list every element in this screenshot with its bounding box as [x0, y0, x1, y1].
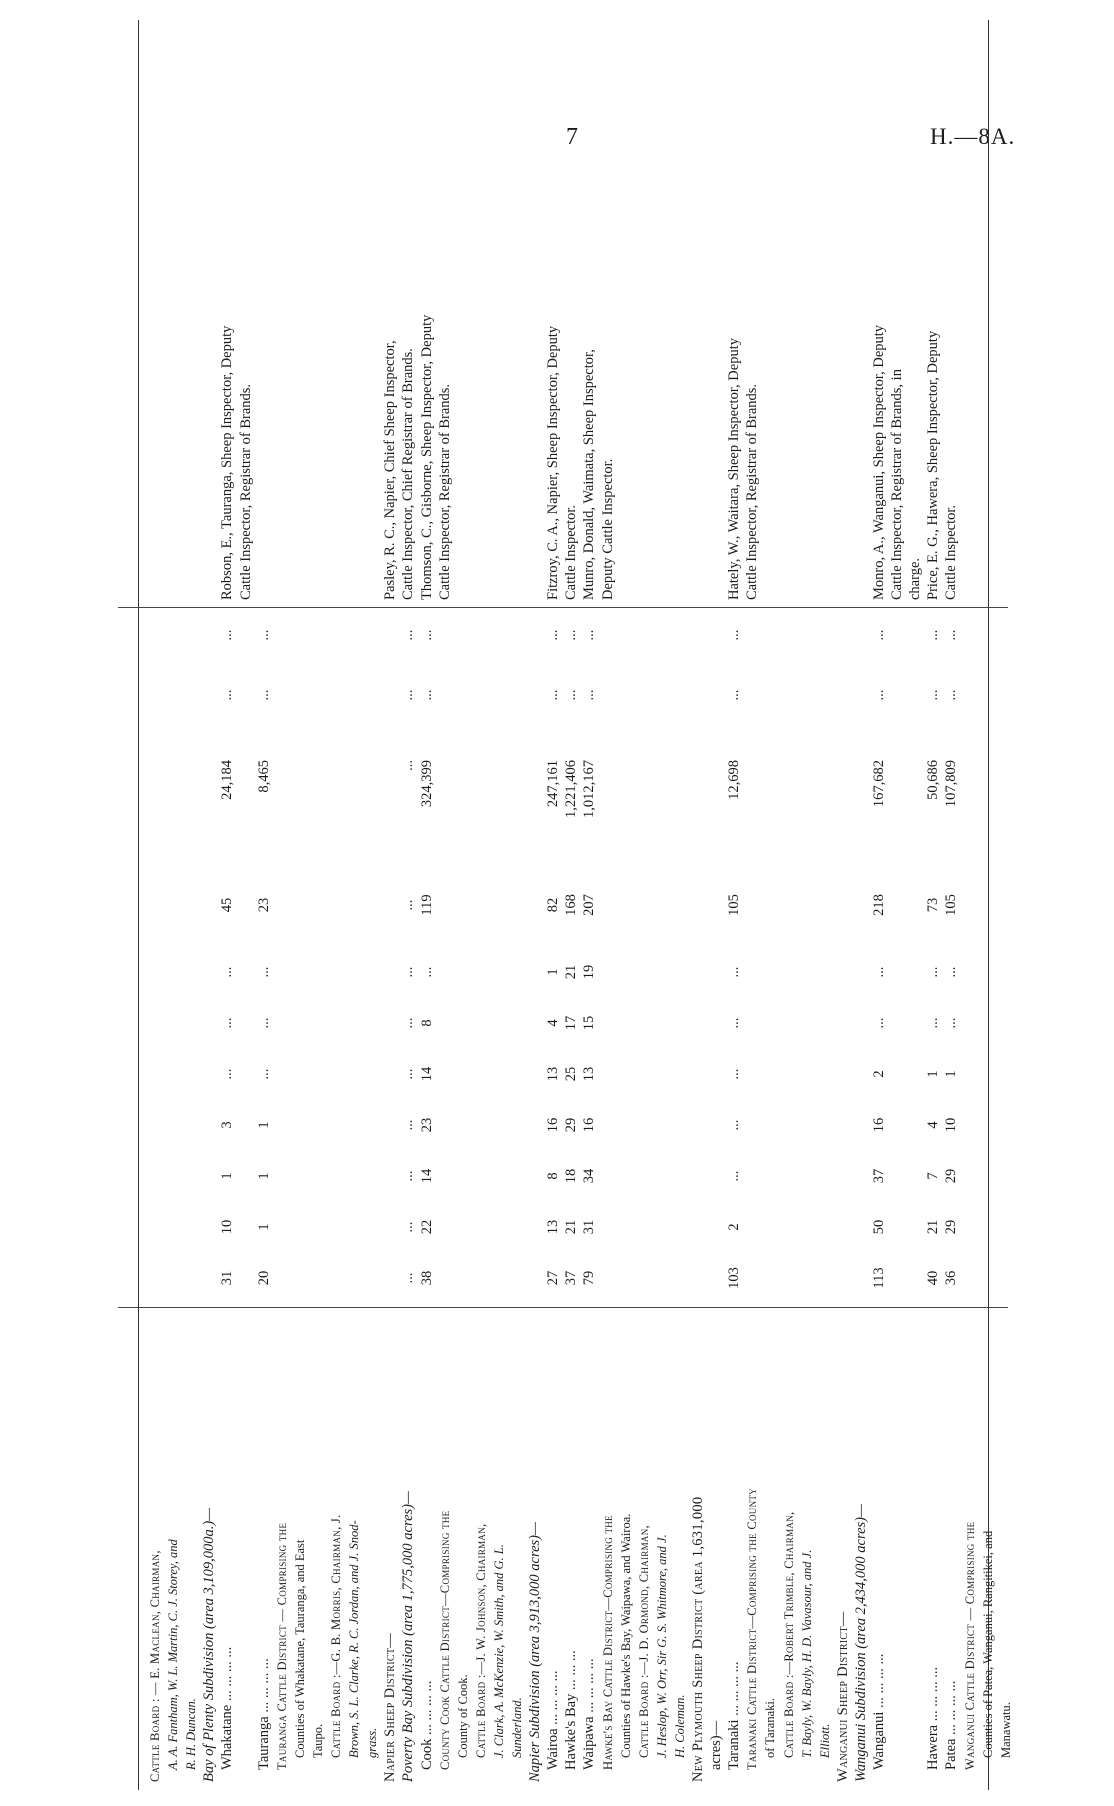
value-cell: ...	[255, 629, 272, 641]
value-cell: ...	[726, 629, 743, 641]
row-label: grass.	[365, 1727, 380, 1758]
value-cell: 10	[943, 1117, 960, 1133]
value-cell: ...	[400, 1119, 417, 1131]
value-cell: 16	[871, 1117, 887, 1133]
row-label: Wanganui Sheep District—	[834, 1611, 851, 1782]
value-cell: 3	[219, 1121, 236, 1129]
inspector-cell: Cattle Inspector, Registrar of Brands.	[744, 383, 761, 600]
value-cell: 37	[563, 1270, 580, 1286]
row-label: Tauranga ... ... ... ...	[255, 1658, 272, 1770]
value-cell: ...	[400, 1017, 417, 1029]
row-label: J. Heslop, W. Orr, Sir G. S. Whitmore, and J.	[654, 1534, 669, 1758]
value-cell: ...	[943, 689, 960, 701]
value-cell: 1	[219, 1172, 236, 1180]
value-cell: ...	[400, 1221, 417, 1233]
inspector-cell: Hately, W., Waitara, Sheep Inspector, Deputy	[726, 338, 743, 600]
row-label: Napier Sheep District—	[382, 1632, 399, 1782]
inspector-cell: Fitzroy, C. A., Napier, Sheep Inspector, Deputy	[545, 325, 562, 600]
value-cell: ...	[563, 689, 580, 701]
value-cell: ...	[400, 1170, 417, 1182]
value-cell: ...	[400, 1068, 417, 1080]
row-label: Cattle Board :—Robert Trimble, Chairman,	[781, 1511, 796, 1758]
value-cell: 105	[726, 894, 743, 916]
value-cell: 31	[581, 1219, 598, 1235]
value-cell: 36	[943, 1270, 960, 1286]
value-cell: ...	[400, 899, 417, 911]
inspector-cell: Cattle Inspector.	[563, 504, 580, 600]
value-cell: 50,686	[925, 760, 942, 800]
value-cell: ...	[219, 629, 236, 641]
row-label: Taranaki ... ... ... ...	[726, 1661, 743, 1770]
value-cell: 37	[871, 1168, 887, 1184]
value-cell: 34	[581, 1168, 598, 1184]
value-cell: 1,012,167	[581, 760, 598, 818]
value-cell: 82	[545, 897, 562, 913]
table-top-rule	[138, 20, 139, 1790]
value-cell: 16	[581, 1117, 598, 1133]
inspector-cell: Robson, E., Tauranga, Sheep Inspector, Deputy	[219, 325, 236, 600]
row-label: Counties of Hawke's Bay, Waipawa, and Wairoa.	[618, 1513, 633, 1758]
value-cell: 13	[545, 1066, 562, 1082]
value-cell: 2	[871, 1070, 887, 1078]
value-cell: 38	[418, 1270, 435, 1286]
row-label: New Plymouth Sheep District (area 1,631,000	[690, 1496, 706, 1782]
value-cell: 168	[563, 894, 580, 916]
value-cell: ...	[581, 689, 598, 701]
row-label: County Cook Cattle District—Comprising the	[437, 1510, 452, 1770]
value-cell: 105	[943, 894, 960, 916]
row-label: Counties of Patea, Wanganui, Rangitikei, and	[980, 1530, 995, 1758]
value-cell: ...	[255, 689, 272, 701]
row-label: Wanganui ... ... ... ...	[871, 1653, 887, 1770]
row-label: R. H. Duncan.	[184, 1698, 199, 1770]
value-cell: 7	[925, 1172, 942, 1180]
value-cell: ...	[726, 966, 743, 978]
value-cell: ...	[871, 629, 887, 641]
value-cell: 107,809	[943, 760, 960, 808]
value-cell: ...	[255, 1017, 272, 1029]
value-cell: 29	[563, 1117, 580, 1133]
value-cell: 1	[255, 1223, 272, 1231]
value-cell: ...	[943, 1017, 960, 1029]
value-cell: ...	[726, 1017, 743, 1029]
value-cell: 4	[925, 1121, 942, 1129]
row-label: Cattle Board :—J. D. Ormond, Chairman,	[636, 1525, 651, 1758]
value-cell: 50	[871, 1219, 887, 1235]
inspector-cell: Deputy Cattle Inspector.	[599, 458, 616, 600]
inspector-cell: charge.	[907, 558, 924, 600]
value-cell: 79	[581, 1270, 598, 1286]
value-cell: ...	[563, 629, 580, 641]
value-cell: 22	[418, 1219, 435, 1235]
value-cell: 24,184	[219, 760, 236, 800]
value-cell: 21	[563, 964, 580, 980]
value-cell: 103	[726, 1267, 743, 1289]
row-label: T. Bayly, W. Bayly, H. D. Vavasour, and J.	[799, 1549, 814, 1758]
value-cell: 31	[219, 1270, 236, 1286]
value-cell: 21	[925, 1219, 942, 1235]
value-cell: ...	[219, 1017, 236, 1029]
value-cell: 113	[871, 1267, 887, 1289]
value-cell: 2	[726, 1223, 743, 1231]
value-cell: ...	[400, 1272, 417, 1284]
value-cell: 17	[563, 1015, 580, 1031]
value-cell: ...	[418, 629, 435, 641]
page-number: 7	[566, 124, 578, 150]
inspector-cell: Munro, Donald, Waimata, Sheep Inspector,	[581, 349, 598, 600]
value-cell: ...	[925, 966, 942, 978]
value-cell: ...	[943, 966, 960, 978]
value-cell: ...	[943, 629, 960, 641]
value-cell: 4	[545, 1019, 562, 1027]
table-row	[995, 20, 1017, 1790]
value-cell: 119	[418, 894, 435, 916]
value-cell: ...	[871, 1017, 887, 1029]
value-cell: 207	[581, 894, 598, 916]
row-label: Cattle Board : — E. Maclean, Chairman,	[148, 1550, 162, 1782]
value-cell: ...	[545, 689, 562, 701]
row-label: Whakatane ... ... ... ...	[219, 1646, 236, 1770]
row-label: Wairoa ... ... ... ...	[545, 1670, 562, 1770]
value-cell: 14	[418, 1066, 435, 1082]
row-label: H. Coleman.	[672, 1694, 687, 1758]
rotated-table	[118, 20, 1013, 1790]
value-cell: ...	[400, 966, 417, 978]
row-label: Wanganui Cattle District — Comprising the	[962, 1521, 977, 1770]
value-cell: ...	[418, 689, 435, 701]
row-label: Taupo.	[310, 1723, 325, 1758]
row-label: Brown, S. L. Clarke, R. C. Jordan, and J. Snod-	[347, 1520, 362, 1758]
value-cell: 1	[545, 968, 562, 976]
row-label: Sunderland.	[510, 1697, 524, 1758]
value-cell: 14	[418, 1168, 435, 1184]
value-cell: 10	[219, 1219, 236, 1235]
value-cell: 8	[418, 1019, 435, 1027]
inspector-cell: Thomson, C., Gisborne, Sheep Inspector, Deputy	[418, 314, 435, 600]
row-label: Taranaki Cattle District—Comprising the County	[745, 1488, 760, 1770]
value-cell: ...	[726, 1068, 743, 1080]
value-cell: 40	[925, 1270, 942, 1286]
value-cell: 247,161	[545, 760, 562, 808]
row-label: Waipawa ... ... ... ...	[581, 1658, 598, 1770]
value-cell: 1,221,406	[563, 760, 580, 818]
inspector-cell: Monro, A., Wanganui, Sheep Inspector, Deputy	[871, 324, 887, 600]
row-label: Poverty Bay Subdivision (area 1,775,000 acres)—	[400, 1491, 417, 1782]
row-label: Hawke's Bay ... ... ...	[563, 1650, 580, 1770]
value-cell: ...	[255, 966, 272, 978]
row-label: Hawke's Bay Cattle District—Comprising the	[600, 1515, 615, 1770]
value-cell: ...	[925, 629, 942, 641]
row-label: Counties of Whakatane, Tauranga, and East	[292, 1539, 307, 1758]
value-cell: 19	[581, 964, 598, 980]
value-cell: 1	[925, 1070, 942, 1078]
value-cell: 29	[943, 1219, 960, 1235]
value-cell: ...	[726, 689, 743, 701]
value-cell: ...	[219, 689, 236, 701]
value-cell: 15	[581, 1015, 598, 1031]
page-reference: H.—8A.	[930, 124, 1016, 149]
row-label: County of Cook.	[455, 1674, 470, 1758]
value-cell: 27	[545, 1270, 562, 1286]
value-cell: ...	[545, 629, 562, 641]
value-cell: 1	[255, 1121, 272, 1129]
value-cell: 29	[943, 1168, 960, 1184]
inspector-cell: Cattle Inspector, Registrar of Brands, in	[889, 369, 906, 600]
inspector-cell: Price, E. G., Hawera, Sheep Inspector, Deputy	[925, 330, 942, 600]
value-cell: ...	[418, 966, 435, 978]
value-cell: 12,698	[726, 760, 743, 800]
value-cell: 1	[255, 1172, 272, 1180]
row-label: acres)—	[708, 1720, 725, 1770]
value-cell: 1	[943, 1070, 960, 1078]
row-label: Cattle Board :—G. B. Morris, Chairman, J.	[329, 1514, 343, 1758]
row-label: Wanganui Subdivision (area 2,434,000 acres)—	[852, 1504, 869, 1782]
value-cell: ...	[871, 966, 887, 978]
row-label: Napier Subdivision (area 3,913,000 acres)—	[527, 1522, 544, 1782]
row-label: Patea ... ... ... ...	[943, 1680, 960, 1770]
row-label: Manawatu.	[998, 1702, 1013, 1758]
value-cell: 23	[418, 1117, 435, 1133]
row-label: Cook ... ... ... ...	[418, 1680, 435, 1770]
value-cell: 25	[563, 1066, 580, 1082]
row-label: Tauranga Cattle District — Comprising the	[274, 1522, 289, 1770]
value-cell: ...	[219, 1068, 236, 1080]
row-label: Bay of Plenty Subdivision (area 3,109,000a.)—	[201, 1507, 218, 1782]
value-cell: 218	[871, 894, 887, 916]
row-label: J. Clark, A. McKenzie, W. Smith, and G. L.	[491, 1544, 506, 1758]
value-cell: 21	[563, 1219, 580, 1235]
value-cell: 73	[925, 897, 942, 913]
value-cell: ...	[255, 1068, 272, 1080]
row-label: of Taranaki.	[763, 1698, 778, 1758]
value-cell: ...	[726, 1119, 743, 1131]
value-cell: ...	[400, 760, 417, 771]
inspector-cell: Cattle Inspector, Chief Registrar of Brands.	[400, 348, 417, 600]
value-cell: 16	[545, 1117, 562, 1133]
value-cell: 324,399	[418, 760, 435, 808]
inspector-cell: Cattle Inspector, Registrar of Brands.	[237, 383, 254, 600]
value-cell: ...	[726, 1170, 743, 1182]
value-cell: ...	[871, 689, 887, 701]
value-cell: 45	[219, 897, 236, 913]
row-label: Hawera ... ... ... ...	[925, 1666, 942, 1770]
value-cell: 8,465	[255, 760, 272, 793]
inspector-cell: Pasley, R. C., Napier, Chief Sheep Inspector,	[382, 340, 399, 600]
value-cell: ...	[581, 629, 598, 641]
row-label: Elliott.	[817, 1723, 832, 1758]
value-cell: 8	[545, 1172, 562, 1180]
value-cell: ...	[400, 629, 417, 641]
value-cell: 18	[563, 1168, 580, 1184]
inspector-cell: Cattle Inspector, Registrar of Brands.	[436, 383, 453, 600]
value-cell: 13	[581, 1066, 598, 1082]
row-label: Cattle Board :—J. W. Johnson, Chairman,	[473, 1523, 488, 1758]
value-cell: 167,682	[871, 760, 887, 808]
value-cell: 23	[255, 897, 272, 913]
value-cell: 20	[255, 1270, 272, 1286]
value-cell: ...	[925, 689, 942, 701]
value-cell: ...	[925, 1017, 942, 1029]
value-cell: ...	[400, 689, 417, 701]
row-label: A. A. Fantham, W. L. Martin, C. J. Storey, and	[166, 1539, 181, 1770]
inspector-cell: Cattle Inspector.	[943, 504, 960, 600]
value-cell: 13	[545, 1219, 562, 1235]
value-cell: ...	[219, 966, 236, 978]
